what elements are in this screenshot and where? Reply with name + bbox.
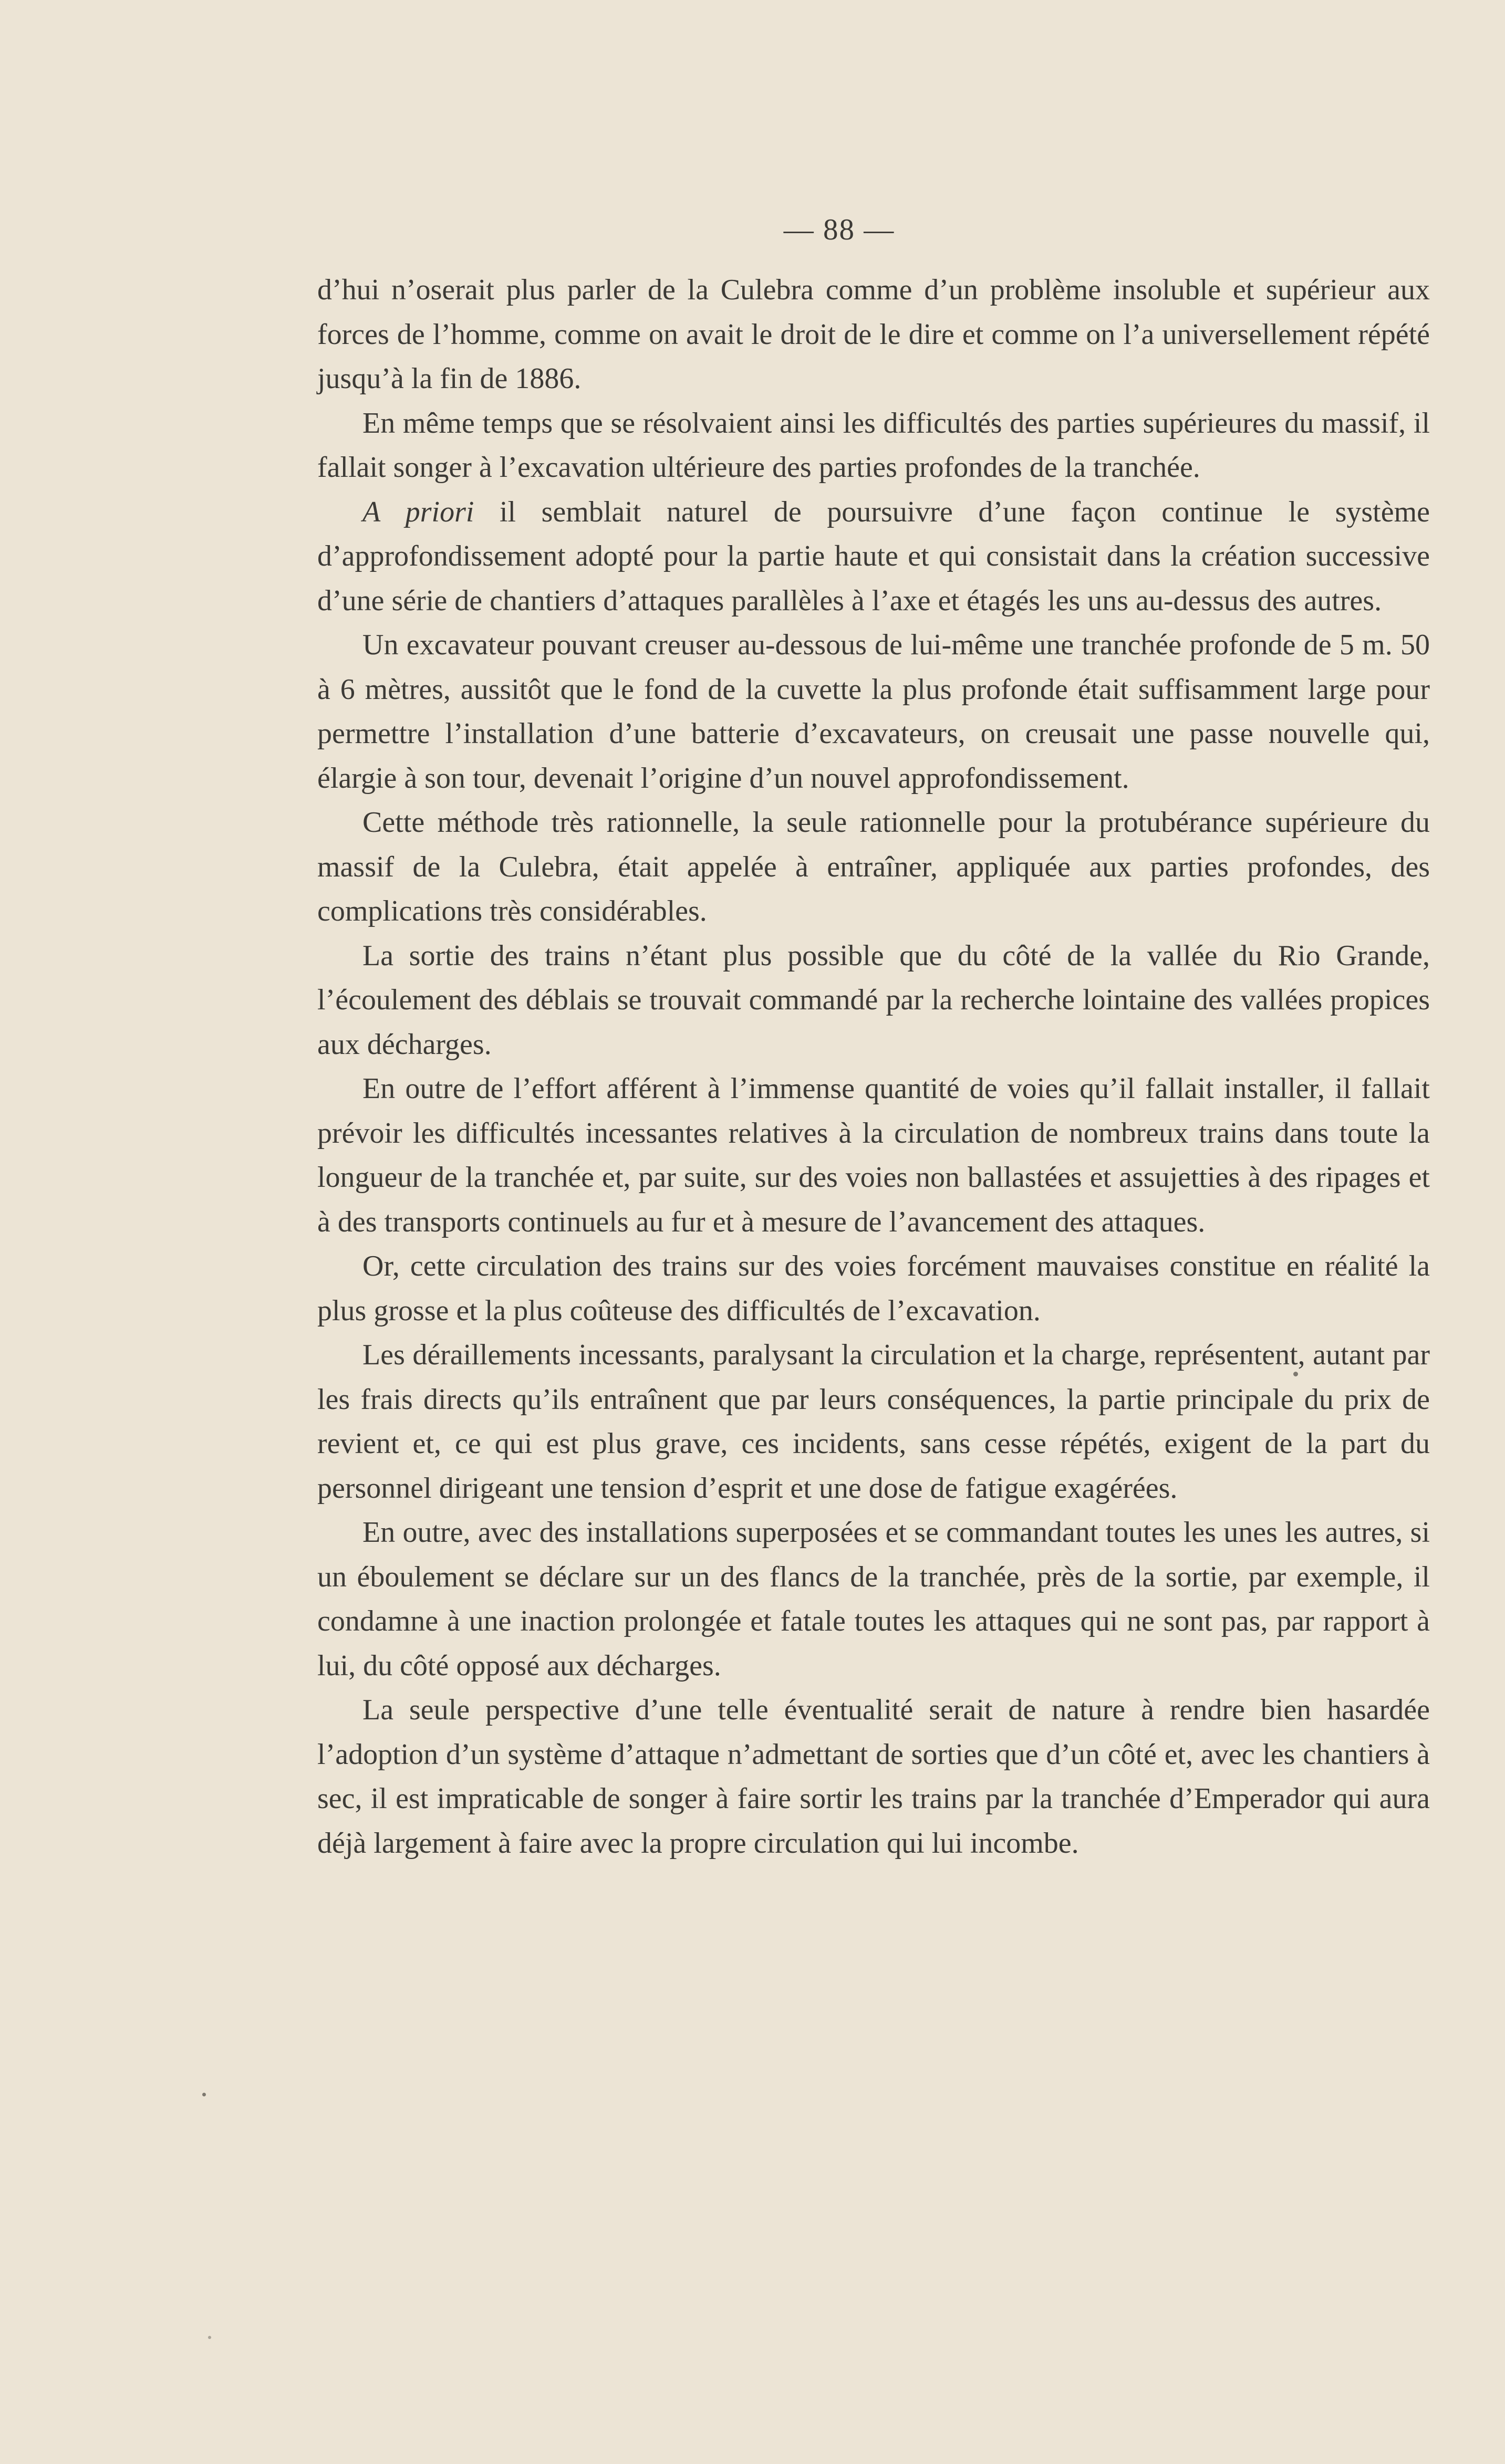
paragraph-7: En outre de l’effort afférent à l’immense quantité de voies qu’il fallait installer, il fallait prévoir les difficultés incessantes relatives à la circulation de nombreux trains dans toute la longueur de la tranchée et, par suite, sur des voies non ballastées et assujetties à des ripages et à des transports continuels au fur et à mesure de l’avancement des attaques. <box>317 1072 1430 1238</box>
paragraph-11: La seule perspective d’une telle éventualité serait de nature à rendre bien hasardée l’adoption d’un système d’attaque n’admettant de sorties que d’un côté et, avec les chantiers à sec, il est impraticable de songer à faire sortir les trains par la tranchée d’Emperador qui aura déjà largement à faire avec la propre circulation qui lui incombe. <box>317 1694 1430 1860</box>
paragraph-3: A priori il semblait naturel de poursuivre d’une façon continue le système d’approfondissement adopté pour la partie haute et qui consistait dans la création successive d’une série de chantiers d’attaques parallèles à l’axe et étagés les uns au-dessus des autres. <box>317 495 1430 617</box>
paragraph-5: Cette méthode très rationnelle, la seule rationnelle pour la protubérance supérieure du massif de la Culebra, était appelée à entraîner, appliquée aux parties profondes, des complications très considérables. <box>317 806 1430 927</box>
paragraph-2: En même temps que se résolvaient ainsi les difficultés des parties supérieures du massif, il fallait songer à l’excavation ultérieure des parties profondes de la tranchée. <box>317 406 1430 484</box>
italic-phrase: A priori <box>362 495 474 528</box>
paragraph-4: Un excavateur pouvant creuser au-dessous de lui-même une tranchée profonde de 5 m. 50 à 6 mètres, aussitôt que le fond de la cuvette la plus profonde était suffisamment large pour permettre l’installation d’une batterie d’excavateurs, on creusait une passe nouvelle qui, élargie à son tour, devenait l’origine d’un nouvel approfondissement. <box>317 629 1430 795</box>
paper-speck <box>1293 1372 1298 1376</box>
page-number: — 88 — <box>783 213 895 246</box>
body-text <box>317 268 1430 1865</box>
paper-speck <box>202 2093 206 2096</box>
paragraph-1: d’hui n’oserait plus parler de la Culebra comme d’un problème insoluble et supérieur aux forces de l’homme, comme on avait le droit de le dire et comme on l’a universellement répété jusqu’à la fin de 1886. <box>317 274 1430 395</box>
paragraph-8: Or, cette circulation des trains sur des voies forcément mauvaises constitue en réalité la plus grosse et la plus coûteuse des difficultés de l’excavation. <box>317 1250 1430 1327</box>
paper-speck <box>208 2336 211 2339</box>
paragraph-9: Les déraillements incessants, paralysant la circulation et la charge, représentent, autant par les frais directs qu’ils entraînent que par leurs conséquences, la partie principale du prix de revient et, ce qui est plus grave, ces incidents, sans cesse répétés, exigent de la part du personnel dirigeant une tension d’esprit et une dose de fatigue exagérées. <box>317 1339 1430 1505</box>
paragraph-6: La sortie des trains n’étant plus possible que du côté de la vallée du Rio Grande, l’écoulement des déblais se trouvait commandé par la recherche lointaine des vallées propices aux décharges. <box>317 939 1430 1061</box>
paragraph-10: En outre, avec des installations superposées et se commandant toutes les unes les autres, si un éboulement se déclare sur un des flancs de la tranchée, près de la sortie, par exemple, il condamne à une inaction prolongée et fatale toutes les attaques qui ne sont pas, par rapport à lui, du côté opposé aux décharges. <box>317 1516 1430 1682</box>
